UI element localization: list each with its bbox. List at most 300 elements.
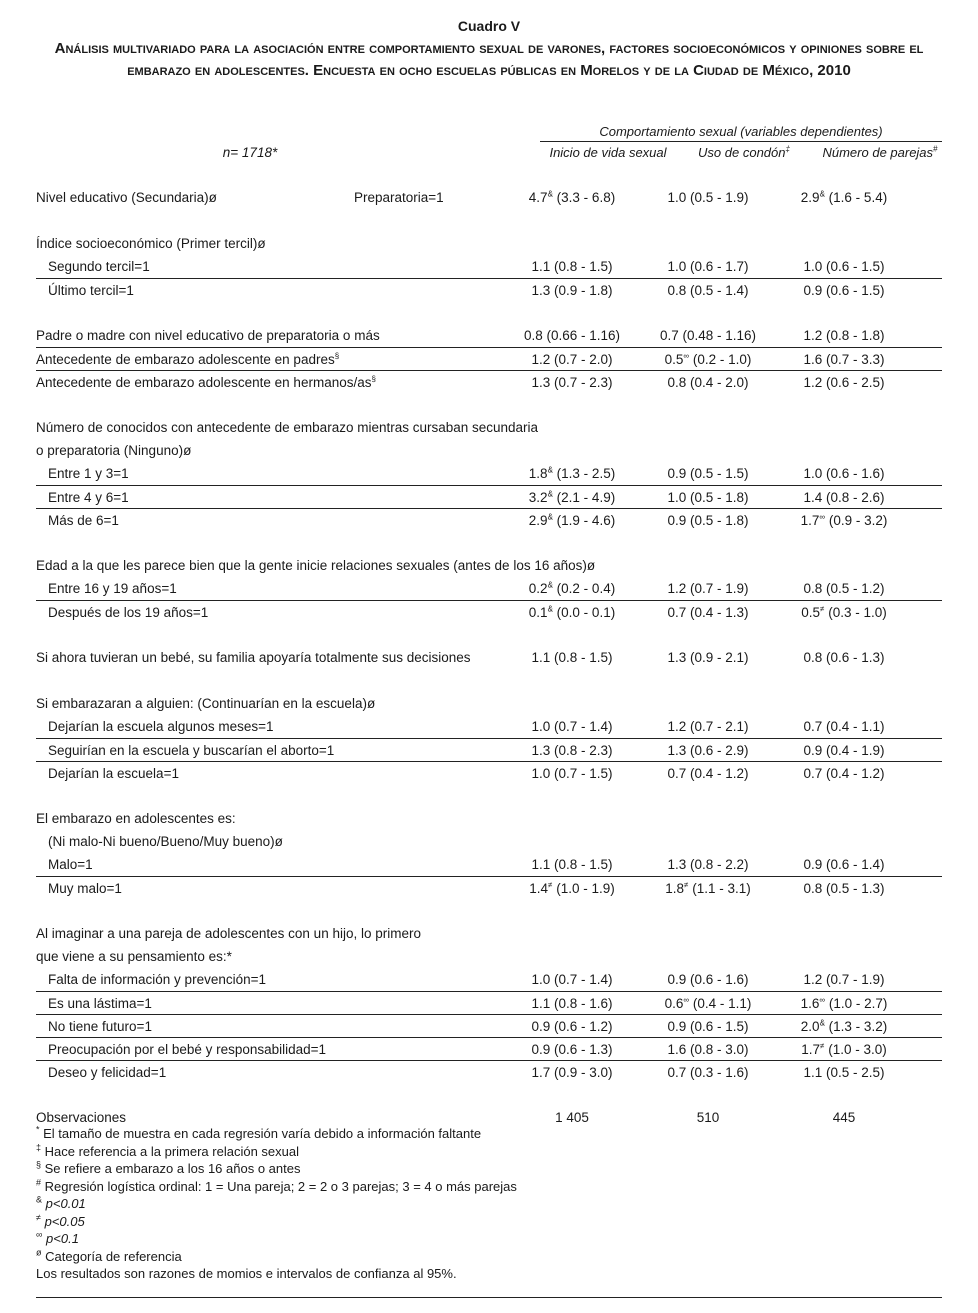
table-row — [36, 186, 942, 209]
table-row — [36, 945, 942, 968]
odds-ratio: 0.9 — [803, 283, 823, 298]
confidence-interval: (1.0 - 2.7) — [828, 996, 888, 1011]
confidence-interval: (0.3 - 1.0) — [828, 605, 887, 620]
table-row — [36, 255, 942, 278]
odds-ratio: 1.7 — [800, 513, 820, 528]
odds-ratio-cell — [643, 1038, 773, 1061]
row-label-text: que viene a su pensamiento es:* — [36, 949, 232, 964]
odds-ratio: 0.7 — [667, 1065, 687, 1080]
confidence-interval: (0.4 - 1.9) — [826, 743, 885, 758]
row-label — [48, 877, 122, 900]
significance-mark: ≠ — [820, 604, 825, 614]
significance-mark: & — [547, 512, 553, 522]
confidence-interval: (0.7 - 3.3) — [826, 352, 885, 367]
confidence-interval: (0.7 - 2.1) — [690, 719, 749, 734]
row-label — [36, 371, 376, 394]
row-label-text: Muy malo=1 — [48, 881, 122, 896]
confidence-interval: (0.0 - 0.1) — [556, 605, 616, 620]
row-label-text: Dejarían la escuela=1 — [48, 766, 179, 781]
row-label-text: Observaciones — [36, 1110, 127, 1125]
significance-mark: & — [547, 604, 553, 614]
row-label-text: Segundo tercil=1 — [48, 259, 150, 274]
row-label — [36, 922, 421, 945]
odds-ratio: 1.7 — [531, 1065, 551, 1080]
row-label-text: (Ni malo-Ni bueno/Bueno/Muy bueno)ø — [48, 834, 283, 849]
odds-ratio-cell — [779, 279, 909, 302]
column-label: Uso de condón — [698, 145, 786, 160]
row-label — [48, 486, 129, 509]
confidence-interval: (0.4 - 1.2) — [690, 766, 749, 781]
odds-ratio: 1.0 — [803, 466, 823, 481]
odds-ratio-cell — [507, 715, 637, 738]
confidence-interval: (0.5 - 1.3) — [826, 881, 885, 896]
confidence-interval: (0.6 - 1.2) — [554, 1019, 613, 1034]
odds-ratio: 1.1 — [531, 857, 551, 872]
odds-ratio: 0.7 — [667, 605, 687, 620]
row-label — [48, 601, 208, 624]
note-symbol: ‡ — [36, 1142, 42, 1153]
row-label-text: Nivel educativo (Secundaria)ø — [36, 190, 217, 205]
table-row — [36, 830, 942, 853]
row-label-sup: § — [371, 374, 376, 384]
odds-ratio-cell — [507, 486, 637, 509]
confidence-interval: (0.7 - 1.4) — [554, 972, 613, 987]
row-label-text: Seguirían en la escuela y buscarían el aborto=1 — [48, 743, 335, 758]
odds-ratio: 2.9 — [528, 513, 548, 528]
significance-mark: & — [819, 189, 825, 199]
note-line — [36, 1125, 517, 1143]
odds-ratio: 1.3 — [531, 283, 551, 298]
confidence-interval: (2.1 - 4.9) — [556, 490, 616, 505]
odds-ratio-cell — [779, 853, 909, 876]
row-label — [48, 255, 150, 278]
odds-ratio: 1.1 — [531, 996, 551, 1011]
note-line — [36, 1248, 517, 1266]
table-row — [36, 968, 942, 991]
row-label — [48, 509, 119, 532]
bottom-rule — [36, 1297, 942, 1298]
odds-ratio-cell — [643, 462, 773, 485]
odds-ratio-cell — [507, 371, 637, 394]
note-line — [36, 1230, 517, 1248]
confidence-interval: (0.9 - 1.8) — [554, 283, 613, 298]
confidence-interval: (0.6 - 1.4) — [826, 857, 885, 872]
odds-ratio: 0.7 — [803, 719, 823, 734]
odds-ratio-cell — [779, 1106, 909, 1129]
odds-ratio: 1.3 — [667, 743, 687, 758]
row-label — [48, 853, 93, 876]
odds-ratio: 4.7 — [528, 190, 548, 205]
table-row — [36, 738, 942, 762]
row-label — [48, 739, 334, 762]
row-label — [36, 348, 339, 371]
odds-ratio-cell — [507, 324, 637, 347]
row-label — [48, 1015, 152, 1038]
odds-ratio: 1.2 — [803, 972, 823, 987]
odds-ratio: 0.7 — [803, 766, 823, 781]
odds-ratio-cell — [779, 601, 909, 624]
odds-ratio-cell — [779, 1015, 909, 1038]
odds-ratio-cell — [643, 877, 773, 900]
odds-ratio-cell — [643, 992, 773, 1015]
row-label-text: Edad a la que les parece bien que la gente inicie relaciones sexuales (antes de los 16 años)ø — [36, 558, 596, 573]
odds-ratio: 0.5 — [801, 605, 821, 620]
row-label-text: Deseo y felicidad=1 — [48, 1065, 167, 1080]
confidence-interval: (0.48 - 1.16) — [682, 328, 757, 343]
odds-ratio-cell — [643, 186, 773, 209]
confidence-interval: (0.8 - 2.3) — [554, 743, 613, 758]
odds-ratio: 0.8 — [667, 375, 687, 390]
table-row — [36, 922, 942, 945]
table-title: Análisis multivariado para la asociación entre comportamiento sexual de varones, factores socioeconómicos y opiniones sobre el embarazo en adolescentes. Encuesta en ocho escuelas públicas en Morelos y de la Ciudad de México, 2010 — [54, 40, 924, 79]
row-label — [36, 324, 380, 347]
header-divider — [540, 141, 942, 142]
odds-ratio: 1.2 — [803, 375, 823, 390]
row-label — [48, 462, 129, 485]
odds-ratio: 0.6 — [664, 996, 684, 1011]
note-text: Regresión logística ordinal: 1 = Una pareja; 2 = 2 o 3 parejas; 3 = 4 o más parejas — [44, 1178, 517, 1194]
table-row — [36, 715, 942, 738]
odds-ratio: 0.8 — [803, 881, 823, 896]
odds-ratio: 1.0 — [667, 490, 687, 505]
odds-ratio-cell — [507, 1061, 637, 1084]
odds-ratio-cell — [779, 968, 909, 991]
confidence-interval: (0.5 - 1.8) — [690, 513, 749, 528]
odds-ratio-cell — [779, 739, 909, 762]
note-text: El tamaño de muestra en cada regresión varía debido a información faltante — [43, 1126, 482, 1141]
odds-ratio: 0.9 — [667, 466, 687, 481]
odds-ratio-cell — [507, 462, 637, 485]
odds-ratio: 0.1 — [528, 605, 548, 620]
odds-ratio: 510 — [696, 1110, 720, 1125]
significance-mark: & — [819, 1018, 825, 1028]
odds-ratio-cell — [643, 853, 773, 876]
confidence-interval: (0.7 - 1.4) — [554, 719, 613, 734]
sample-size: n= 1718* — [222, 145, 278, 160]
odds-ratio-cell — [779, 371, 909, 394]
odds-ratio-cell — [779, 577, 909, 600]
odds-ratio-cell — [643, 1106, 773, 1129]
odds-ratio-cell — [507, 739, 637, 762]
odds-ratio-cell — [643, 1015, 773, 1038]
odds-ratio-cell — [643, 486, 773, 509]
note-line — [36, 1178, 517, 1196]
odds-ratio: 1.2 — [667, 719, 687, 734]
confidence-interval: (1.3 - 2.5) — [556, 466, 616, 481]
note-text: p<0.1 — [46, 1231, 79, 1246]
odds-ratio: 0.5 — [664, 352, 684, 367]
odds-ratio: 0.2 — [528, 581, 548, 596]
odds-ratio-cell — [643, 762, 773, 785]
row-label — [36, 439, 191, 462]
row-label — [36, 554, 595, 577]
row-label — [36, 232, 266, 255]
table-row — [36, 324, 942, 347]
odds-ratio-cell — [779, 1038, 909, 1061]
odds-ratio-cell — [643, 1061, 773, 1084]
row-label — [36, 416, 538, 439]
confidence-interval: (0.66 - 1.16) — [546, 328, 621, 343]
confidence-interval: (0.7 - 1.5) — [554, 766, 613, 781]
confidence-interval: (0.7 - 1.9) — [826, 972, 885, 987]
table-row — [36, 370, 942, 394]
odds-ratio-cell — [507, 968, 637, 991]
column-sup: # — [933, 144, 938, 154]
odds-ratio: 1 405 — [555, 1110, 589, 1125]
confidence-interval: (0.5 - 1.2) — [826, 581, 885, 596]
odds-ratio-cell — [643, 601, 773, 624]
table-row — [36, 577, 942, 600]
odds-ratio-cell — [779, 992, 909, 1015]
note-symbol: ∞ — [36, 1229, 43, 1240]
confidence-interval: (0.6 - 2.5) — [826, 375, 885, 390]
odds-ratio-cell — [779, 762, 909, 785]
confidence-interval: (0.8 - 1.6) — [554, 996, 613, 1011]
confidence-interval: (0.6 - 1.5) — [826, 259, 885, 274]
row-label-text: Más de 6=1 — [48, 513, 119, 528]
confidence-interval: (0.5 - 2.5) — [826, 1065, 885, 1080]
table-row — [36, 600, 942, 624]
confidence-interval: (1.0 - 1.9) — [556, 881, 615, 896]
odds-ratio-cell — [507, 853, 637, 876]
confidence-interval: (0.5 - 1.9) — [690, 190, 749, 205]
table-row — [36, 853, 942, 876]
confidence-interval: (0.4 - 1.1) — [826, 719, 885, 734]
note-symbol: § — [36, 1159, 42, 1170]
note-line — [36, 1265, 517, 1283]
table-row — [36, 1014, 942, 1038]
odds-ratio: 0.9 — [531, 1019, 551, 1034]
note-text: Los resultados son razones de momios e intervalos de confianza al 95%. — [36, 1266, 457, 1281]
note-symbol: ø — [36, 1247, 42, 1258]
table-row — [36, 508, 942, 532]
table-number: Cuadro V — [457, 18, 521, 34]
column-sup: ‡ — [785, 144, 790, 154]
note-symbol: ≠ — [36, 1212, 41, 1223]
odds-ratio: 1.0 — [531, 719, 551, 734]
odds-ratio: 0.8 — [667, 283, 687, 298]
confidence-interval: (0.4 - 1.3) — [690, 605, 749, 620]
confidence-interval: (0.7 - 2.3) — [554, 375, 613, 390]
confidence-interval: (1.0 - 3.0) — [828, 1042, 887, 1057]
odds-ratio: 1.1 — [531, 259, 551, 274]
confidence-interval: (0.8 - 2.6) — [826, 490, 885, 505]
significance-mark: ∞ — [683, 351, 690, 361]
row-label — [36, 692, 375, 715]
odds-ratio: 0.9 — [667, 513, 687, 528]
confidence-interval: (0.6 - 2.9) — [690, 743, 749, 758]
significance-mark: ∞ — [819, 512, 826, 522]
row-label-text: Después de los 19 años=1 — [48, 605, 209, 620]
odds-ratio: 1.1 — [531, 650, 551, 665]
significance-mark: ≠ — [548, 880, 553, 890]
odds-ratio: 1.6 — [803, 352, 823, 367]
column-header-inicio — [540, 145, 676, 160]
row-label — [48, 1038, 326, 1061]
odds-ratio-cell — [643, 509, 773, 532]
odds-ratio-cell — [507, 255, 637, 278]
odds-ratio: 1.7 — [801, 1042, 821, 1057]
odds-ratio-cell — [643, 968, 773, 991]
odds-ratio-cell — [507, 1106, 637, 1129]
significance-mark: ≠ — [684, 880, 689, 890]
table-row — [36, 462, 942, 485]
odds-ratio-cell — [507, 577, 637, 600]
table-notes — [36, 1125, 517, 1283]
odds-ratio-cell — [779, 715, 909, 738]
confidence-interval: (0.9 - 3.0) — [554, 1065, 613, 1080]
confidence-interval: (0.6 - 1.7) — [690, 259, 749, 274]
odds-ratio-cell — [779, 646, 909, 669]
odds-ratio-cell — [643, 348, 773, 371]
row-label — [48, 577, 177, 600]
note-line — [36, 1143, 517, 1161]
row-label-text: No tiene futuro=1 — [48, 1019, 152, 1034]
row-label — [48, 715, 274, 738]
note-symbol: * — [36, 1124, 40, 1135]
table-row — [36, 439, 942, 462]
odds-ratio: 0.7 — [659, 328, 679, 343]
row-label-text: Número de conocidos con antecedente de embarazo mientras cursaban secundaria — [36, 420, 539, 435]
row-label-text: o preparatoria (Ninguno)ø — [36, 443, 192, 458]
odds-ratio-cell — [779, 462, 909, 485]
table-row — [36, 278, 942, 302]
odds-ratio: 3.2 — [528, 490, 548, 505]
odds-ratio-cell — [779, 1061, 909, 1084]
odds-ratio-cell — [779, 186, 909, 209]
confidence-interval: (0.8 - 1.5) — [554, 650, 613, 665]
table-row — [36, 1037, 942, 1061]
odds-ratio-cell — [507, 762, 637, 785]
row-label-text: Antecedente de embarazo adolescente en hermanos/as — [36, 375, 372, 390]
odds-ratio: 1.6 — [800, 996, 820, 1011]
confidence-interval: (1.3 - 3.2) — [828, 1019, 888, 1034]
row-label-text: Índice socioeconómico (Primer tercil)ø — [36, 236, 266, 251]
row-label-text: Al imaginar a una pareja de adolescentes con un hijo, lo primero — [36, 926, 421, 941]
odds-ratio: 1.3 — [667, 857, 687, 872]
odds-ratio: 0.9 — [803, 857, 823, 872]
row-label-text: Entre 1 y 3=1 — [48, 466, 129, 481]
confidence-interval: (0.6 - 1.5) — [826, 283, 885, 298]
odds-ratio-cell — [643, 739, 773, 762]
row-label-text: Padre o madre con nivel educativo de preparatoria o más — [36, 328, 380, 343]
odds-ratio-cell — [507, 186, 637, 209]
note-text: Categoría de referencia — [45, 1248, 182, 1264]
odds-ratio-cell — [643, 279, 773, 302]
table-row — [36, 876, 942, 900]
row-label — [48, 830, 283, 853]
odds-ratio: 1.3 — [667, 650, 687, 665]
confidence-interval: (0.2 - 0.4) — [556, 581, 616, 596]
row-label — [48, 762, 179, 785]
column-label: Inicio de vida sexual — [549, 145, 667, 160]
row-label-text: Último tercil=1 — [48, 283, 134, 298]
column-header-parejas — [812, 145, 948, 160]
confidence-interval: (0.2 - 1.0) — [692, 352, 752, 367]
significance-mark: & — [547, 580, 553, 590]
row-label-text: Si ahora tuvieran un bebé, su familia apoyaría totalmente sus decisiones — [36, 650, 471, 665]
note-text: p<0.01 — [45, 1196, 86, 1211]
odds-ratio-cell — [507, 279, 637, 302]
table-row — [36, 646, 942, 669]
note-line — [36, 1160, 517, 1178]
odds-ratio: 1.4 — [803, 490, 823, 505]
note-line — [36, 1195, 517, 1213]
row-label — [36, 186, 217, 209]
odds-ratio: 1.3 — [531, 375, 551, 390]
odds-ratio: 2.9 — [800, 190, 820, 205]
row-label — [48, 279, 134, 302]
odds-ratio: 1.0 — [803, 259, 823, 274]
row-label-text: Falta de información y prevención=1 — [48, 972, 266, 987]
confidence-interval: (0.8 - 1.5) — [554, 259, 613, 274]
odds-ratio-cell — [779, 509, 909, 532]
row-label — [48, 968, 266, 991]
confidence-interval: (0.3 - 1.6) — [690, 1065, 749, 1080]
odds-ratio-cell — [507, 1038, 637, 1061]
confidence-interval: (0.4 - 2.0) — [690, 375, 749, 390]
significance-mark: & — [547, 489, 553, 499]
confidence-interval: (0.4 - 1.1) — [692, 996, 752, 1011]
odds-ratio: 1.4 — [529, 881, 549, 896]
confidence-interval: (0.6 - 1.5) — [690, 1019, 749, 1034]
odds-ratio-cell — [643, 577, 773, 600]
odds-ratio: 0.7 — [667, 766, 687, 781]
significance-mark: ∞ — [683, 995, 690, 1005]
table-row — [36, 991, 942, 1015]
confidence-interval: (0.6 - 1.3) — [826, 650, 885, 665]
odds-ratio-cell — [643, 646, 773, 669]
row-label — [48, 1061, 166, 1084]
odds-ratio-cell — [507, 1015, 637, 1038]
odds-ratio: 445 — [832, 1110, 856, 1125]
table-row — [36, 347, 942, 371]
odds-ratio: 1.2 — [667, 581, 687, 596]
row-label-text: Preocupación por el bebé y responsabilidad=1 — [48, 1042, 327, 1057]
confidence-interval: (0.6 - 1.6) — [826, 466, 885, 481]
confidence-interval: (1.6 - 5.4) — [828, 190, 888, 205]
confidence-interval: (0.6 - 1.3) — [554, 1042, 613, 1057]
confidence-interval: (0.8 - 3.0) — [690, 1042, 749, 1057]
odds-ratio: 1.8 — [528, 466, 548, 481]
odds-ratio: 1.2 — [803, 328, 823, 343]
odds-ratio-cell — [779, 255, 909, 278]
confidence-interval: (0.8 - 2.2) — [690, 857, 749, 872]
confidence-interval: (3.3 - 6.8) — [556, 190, 616, 205]
odds-ratio: 0.9 — [531, 1042, 551, 1057]
table-row — [36, 485, 942, 509]
confidence-interval: (0.6 - 1.6) — [690, 972, 749, 987]
odds-ratio: 2.0 — [800, 1019, 820, 1034]
column-header-condon — [676, 145, 812, 160]
odds-ratio-cell — [779, 877, 909, 900]
row-label — [36, 945, 232, 968]
confidence-interval: (0.5 - 1.4) — [690, 283, 749, 298]
row-label-text: Dejarían la escuela algunos meses=1 — [48, 719, 274, 734]
row-label-text: Malo=1 — [48, 857, 93, 872]
confidence-interval: (1.9 - 4.6) — [556, 513, 616, 528]
dependent-variables-header: Comportamiento sexual (variables dependientes) — [599, 124, 883, 139]
confidence-interval: (0.4 - 1.2) — [826, 766, 885, 781]
odds-ratio-cell — [643, 255, 773, 278]
row-label-text: El embarazo en adolescentes es: — [36, 811, 236, 826]
odds-ratio-cell — [643, 324, 773, 347]
odds-ratio-cell — [779, 486, 909, 509]
note-line — [36, 1213, 517, 1231]
row-label-text: Es una lástima=1 — [48, 996, 152, 1011]
odds-ratio: 0.8 — [803, 581, 823, 596]
odds-ratio: 1.0 — [667, 190, 687, 205]
